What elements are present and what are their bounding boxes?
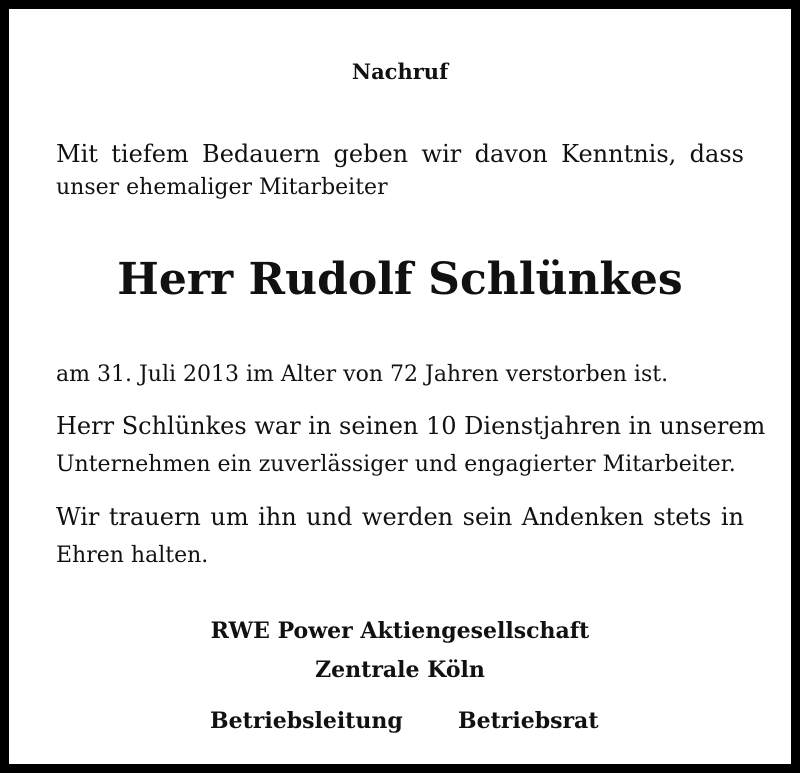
company-location: Zentrale Köln bbox=[315, 657, 485, 683]
intro-line-1: Mit tiefem Bedauern geben wir davon Kenntnis, dass bbox=[56, 140, 744, 168]
signatory-works-council: Betriebsrat bbox=[458, 708, 599, 734]
intro-line-2: unser ehemaliger Mitarbeiter bbox=[56, 175, 388, 200]
notice-heading: Nachruf bbox=[351, 59, 449, 84]
service-line-2: Unternehmen ein zuverlässiger und engagierter Mitarbeiter. bbox=[56, 452, 736, 477]
service-line-1: Herr Schlünkes war in seinen 10 Dienstjahren in unserem bbox=[56, 412, 766, 440]
mourning-line-1: Wir trauern um ihn und werden sein Andenken stets in bbox=[56, 503, 744, 531]
deceased-name: Herr Rudolf Schlünkes bbox=[117, 254, 683, 305]
death-date-line: am 31. Juli 2013 im Alter von 72 Jahren verstorben ist. bbox=[56, 362, 669, 387]
signatory-management: Betriebsleitung bbox=[210, 708, 403, 734]
company-name: RWE Power Aktiengesellschaft bbox=[210, 618, 590, 644]
mourning-line-2: Ehren halten. bbox=[56, 543, 209, 568]
